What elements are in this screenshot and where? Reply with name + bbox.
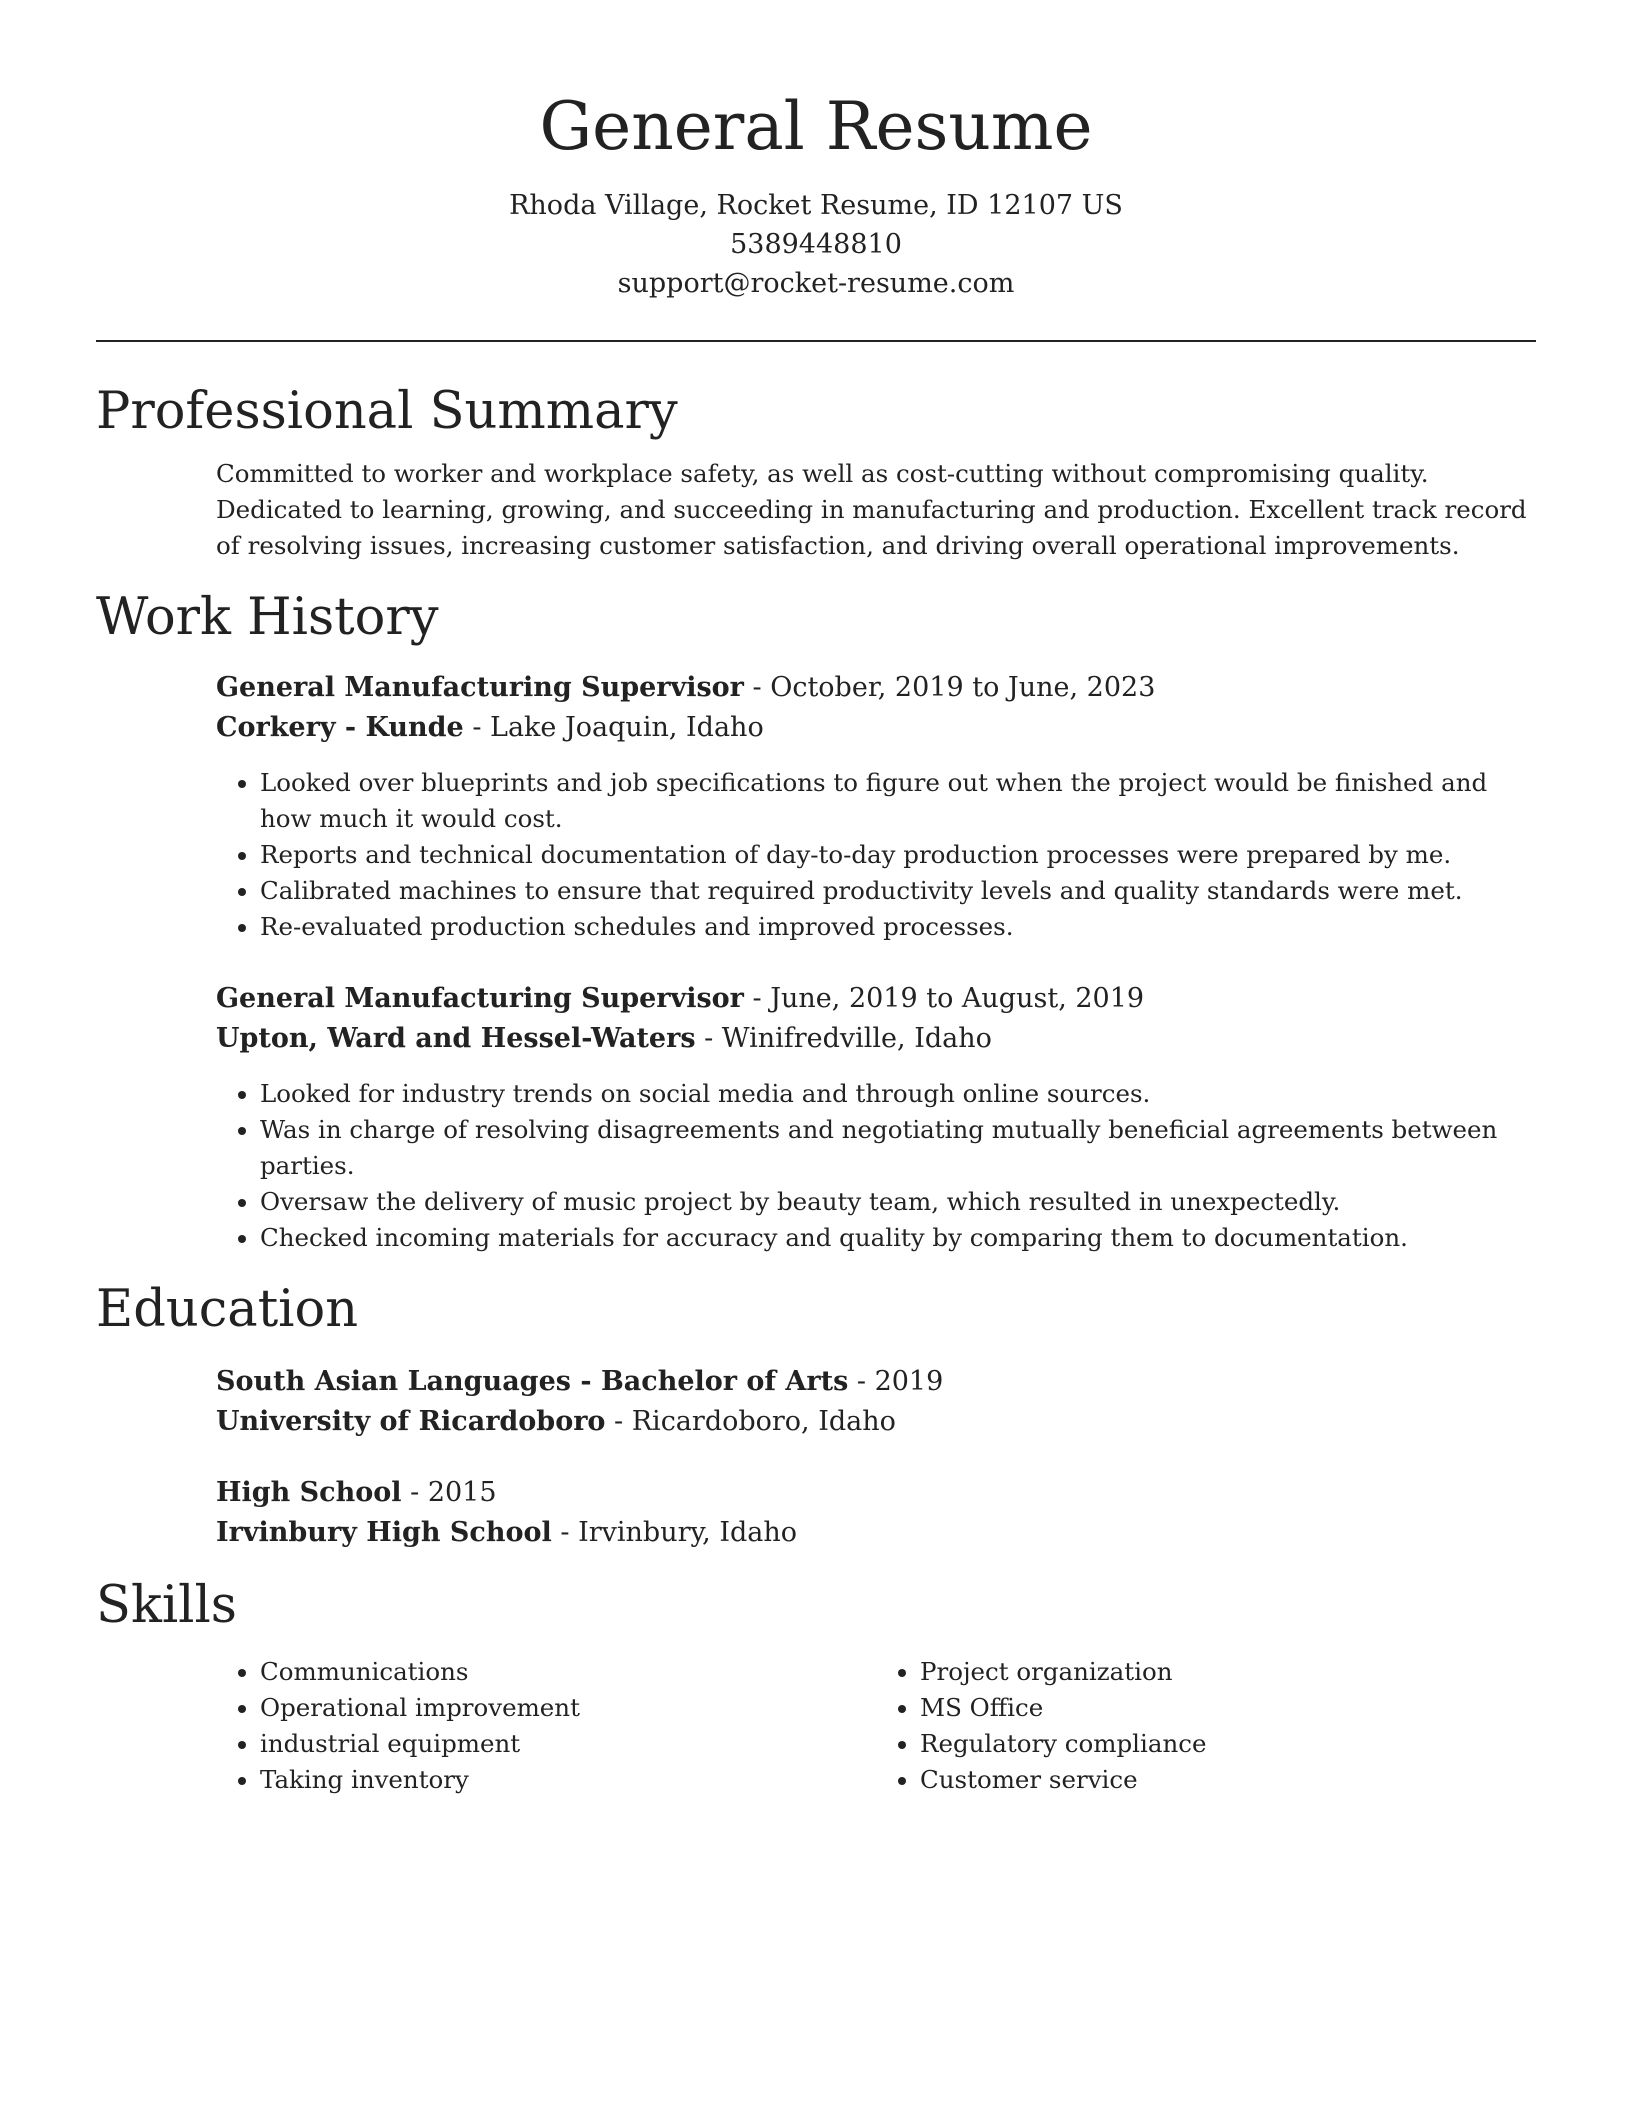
job-title-line: [216, 668, 1536, 708]
job-role: General Manufacturing Supervisor: [216, 672, 744, 703]
education-location: - Ricardoboro, Idaho: [605, 1405, 896, 1437]
job-company-line: [216, 1019, 1536, 1059]
list-item: • Project organization: [920, 1654, 1536, 1690]
job-role: General Manufacturing Supervisor: [216, 983, 744, 1014]
job-company: Corkery - Kunde: [216, 711, 464, 743]
education-school-line: [216, 1402, 1536, 1442]
resume-header: [96, 0, 1536, 303]
list-item: • Looked over blueprints and job specifications to figure out when the project would be finished and how much it would cost.: [260, 765, 1536, 837]
list-item: • Customer service: [920, 1762, 1536, 1798]
work-history-heading: Work History: [96, 588, 439, 647]
job-duties-list: [216, 765, 1536, 945]
list-item: • Communications: [260, 1654, 876, 1690]
education-entry: [216, 1473, 1536, 1552]
job-entry: [216, 668, 1536, 945]
education-year: - 2015: [401, 1477, 497, 1508]
header-divider: [96, 340, 1536, 342]
list-item: • Taking inventory: [260, 1762, 876, 1798]
job-entry: [216, 979, 1536, 1256]
job-company-line: [216, 708, 1536, 748]
job-location: - Winifredville, Idaho: [695, 1022, 992, 1054]
skills-list-right: [876, 1654, 1536, 1798]
education-school: University of Ricardoboro: [216, 1405, 606, 1437]
list-item: • MS Office: [920, 1690, 1536, 1726]
list-item: • Checked incoming materials for accuracy and quality by comparing them to documentation.: [260, 1220, 1536, 1256]
list-item: • industrial equipment: [260, 1726, 876, 1762]
contact-phone: 5389448810: [730, 229, 902, 260]
list-item: • Operational improvement: [260, 1690, 876, 1726]
education-school-line: [216, 1513, 1536, 1553]
contact-email: support@rocket-resume.com: [617, 268, 1015, 299]
job-company: Upton, Ward and Hessel-Waters: [216, 1022, 696, 1054]
summary-text: Committed to worker and workplace safety, as well as cost-cutting without compromising quality. Dedicated to learning, growing, and succeeding in manufacturing and production. Excellent track record of resolving issues, increasing customer satisfaction, and driving overall operational improvements.: [216, 459, 1527, 560]
list-item: • Calibrated machines to ensure that required productivity levels and quality standards were met.: [260, 873, 1536, 909]
education-heading: Education: [96, 1280, 359, 1339]
education-degree: South Asian Languages - Bachelor of Arts: [216, 1366, 849, 1397]
skills-list-left: [216, 1654, 876, 1798]
education-degree-line: [216, 1362, 1536, 1402]
list-item: • Regulatory compliance: [920, 1726, 1536, 1762]
job-duties-list: [216, 1076, 1536, 1256]
job-location: - Lake Joaquin, Idaho: [463, 711, 764, 743]
education-year: - 2019: [848, 1366, 944, 1397]
job-dates: - October, 2019 to June, 2023: [743, 672, 1156, 703]
education-school: Irvinbury High School: [216, 1516, 552, 1548]
list-item: • Re-evaluated production schedules and improved processes.: [260, 909, 1536, 945]
list-item: • Reports and technical documentation of day-to-day production processes were prepared by me.: [260, 837, 1536, 873]
list-item: • Oversaw the delivery of music project by beauty team, which resulted in unexpectedly.: [260, 1184, 1536, 1220]
education-location: - Irvinbury, Idaho: [551, 1516, 798, 1548]
education-degree: High School: [216, 1477, 402, 1508]
summary-heading: Professional Summary: [96, 382, 678, 441]
list-item: • Was in charge of resolving disagreements and negotiating mutually beneficial agreements between parties.: [260, 1112, 1536, 1184]
skills-grid: [216, 1654, 1536, 1798]
contact-address: Rhoda Village, Rocket Resume, ID 12107 US: [509, 190, 1123, 221]
resume-name: General Resume: [539, 88, 1093, 165]
list-item: • Looked for industry trends on social media and through online sources.: [260, 1076, 1536, 1112]
education-entry: [216, 1362, 1536, 1441]
skills-heading: Skills: [96, 1576, 237, 1635]
job-dates: - June, 2019 to August, 2019: [743, 983, 1145, 1014]
job-title-line: [216, 979, 1536, 1019]
education-degree-line: [216, 1473, 1536, 1513]
